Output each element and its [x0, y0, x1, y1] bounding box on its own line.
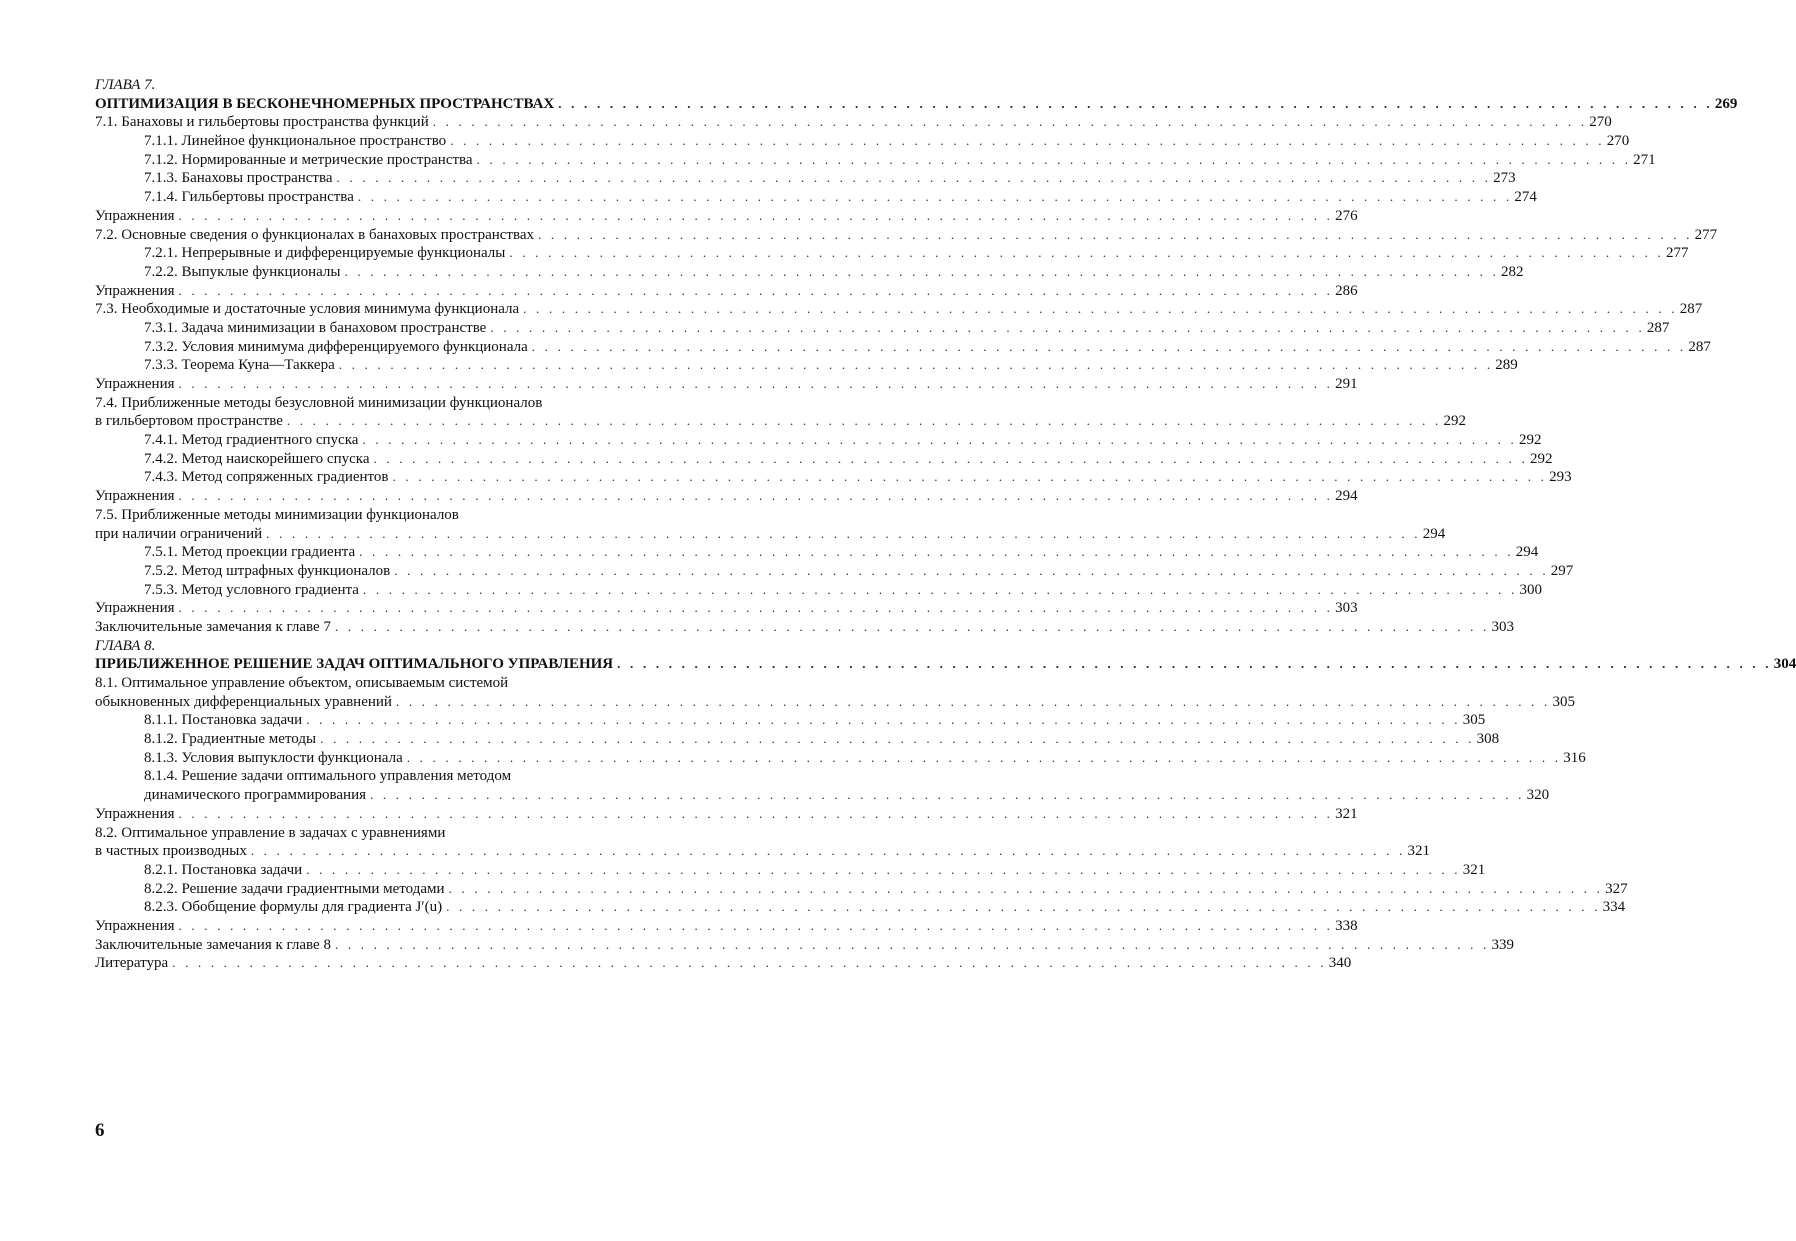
toc-entry-title: 7.1.3. Банаховы пространства [144, 170, 333, 187]
toc-entry-title: Упражнения [95, 376, 175, 392]
dot-leader: . . . . . . . . . . . . . . . . . . . . . . . . . . . . . . . . . . . . . . . . . . . . . . . . . . . . . . . . . . . . . . . . . . . . . . . . . . . . . . . . . . . . . . . . . . [172, 955, 1327, 971]
dot-leader: . . . . . . . . . . . . . . . . . . . . . . . . . . . . . . . . . . . . . . . . . . . . . . . . . . . . . . . . . . . . . . . . . . . . . . . . . . . . . . . . . . . . . . . . . . [306, 712, 1461, 728]
toc-entry [95, 338, 1711, 357]
dot-leader: . . . . . . . . . . . . . . . . . . . . . . . . . . . . . . . . . . . . . . . . . . . . . . . . . . . . . . . . . . . . . . . . . . . . . . . . . . . . . . . . . . . . . . . . . . [490, 319, 1645, 335]
toc-page-number: 304 [1773, 656, 1796, 673]
toc-entry [95, 226, 1718, 245]
dot-leader: . . . . . . . . . . . . . . . . . . . . . . . . . . . . . . . . . . . . . . . . . . . . . . . . . . . . . . . . . . . . . . . . . . . . . . . . . . . . . . . . . . . . . . . . . . [178, 600, 1334, 616]
toc-entry-title: 7.3.2. Условия минимума дифференцируемого функционала [144, 338, 528, 355]
toc-entry [95, 861, 1486, 880]
dot-leader: . . . . . . . . . . . . . . . . . . . . . . . . . . . . . . . . . . . . . . . . . . . . . . . . . . . . . . . . . . . . . . . . . . . . . . . . . . . . . . . . . . . . . . . . . . [178, 488, 1334, 504]
dot-leader: . . . . . . . . . . . . . . . . . . . . . . . . . . . . . . . . . . . . . . . . . . . . . . . . . . . . . . . . . . . . . . . . . . . . . . . . . . . . . . . . . . . . . . . . . . [334, 618, 1490, 634]
toc-page-number: 274 [1514, 189, 1537, 206]
toc-entry-line: 7.5. Приближенные методы минимизации функционалов [95, 506, 459, 523]
toc-entry [95, 936, 1515, 955]
toc-entry-title: в гильбертовом пространстве [95, 413, 283, 430]
toc-entry [95, 880, 1628, 899]
table-of-contents [95, 76, 1796, 973]
dot-leader: . . . . . . . . . . . . . . . . . . . . . . . . . . . . . . . . . . . . . . . . . . . . . . . . . . . . . . . . . . . . . . . . . . . . . . . . . . . . . . . . . . . . . . . . . . [392, 469, 1548, 485]
toc-entry-title: 8.2.1. Постановка задачи [144, 861, 303, 878]
toc-entry [95, 113, 1612, 132]
toc-entry-title: 7.2. Основные сведения о функционалах в банаховых пространствах [95, 226, 535, 243]
dot-leader: . . . . . . . . . . . . . . . . . . . . . . . . . . . . . . . . . . . . . . . . . . . . . . . . . . . . . . . . . . . . . . . . . . . . . . . . . . . . . . . . . . . . . . . . . . [250, 843, 1406, 859]
dot-leader: . . . . . . . . . . . . . . . . . . . . . . . . . . . . . . . . . . . . . . . . . . . . . . . . . . . . . . . . . . . . . . . . . . . . . . . . . . . . . . . . . . . . . . . . . . [406, 749, 1562, 765]
toc-page-number: 293 [1549, 469, 1572, 486]
toc-entry-title: 7.5.3. Метод условного градиента [144, 581, 359, 598]
toc-entry [95, 431, 1542, 450]
toc-page-number: 303 [1491, 618, 1515, 635]
toc-page-number: 273 [1493, 170, 1516, 187]
toc-entry-title: Упражнения [95, 282, 175, 299]
toc-entry-title: 7.2.2. Выпуклые функционалы [144, 263, 341, 280]
toc-page-number: 276 [1335, 207, 1358, 224]
dot-leader: . . . . . . . . . . . . . . . . . . . . . . . . . . . . . . . . . . . . . . . . . . . . . . . . . . . . . . . . . . . . . . . . . . . . . . . . . . . . . . . . . . . . . . . . . . [286, 413, 1442, 429]
toc-entry [95, 842, 1430, 861]
dot-leader: . . . . . . . . . . . . . . . . . . . . . . . . . . . . . . . . . . . . . . . . . . . . . . . . . . . . . . . . . . . . . . . . . . . . . . . . . . . . . . . . . . . . . . . . . . [334, 936, 1490, 952]
dot-leader: . . . . . . . . . . . . . . . . . . . . . . . . . . . . . . . . . . . . . . . . . . . . . . . . . . . . . . . . . . . . . . . . . . . . . . . . . . . . . . . . . . . . . . . . . . [320, 731, 1475, 747]
dot-leader: . . . . . . . . . . . . . . . . . . . . . . . . . . . . . . . . . . . . . . . . . . . . . . . . . . . . . . . . . . . . . . . . . . . . . . . . . . . . . . . . . . . . . . . . . . [306, 861, 1461, 877]
toc-entry-title: Заключительные замечания к главе 8 [95, 936, 331, 953]
toc-entry [95, 749, 1586, 768]
toc-entry-title: Упражнения [95, 488, 175, 505]
dot-leader: . . . . . . . . . . . . . . . . . . . . . . . . . . . . . . . . . . . . . . . . . . . . . . . . . . . . . . . . . . . . . . . . . . . . . . . . . . . . . . . . . . . . . . . . . . [446, 899, 1601, 915]
toc-entry [95, 711, 1486, 730]
toc-entry [95, 132, 1630, 151]
toc-entry-title: 7.4.1. Метод градиентного спуска [144, 432, 359, 449]
toc-page-number: 292 [1519, 432, 1542, 449]
toc-entry-title: 7.5.1. Метод проекции градиента [144, 544, 356, 561]
toc-page-number: 269 [1714, 95, 1738, 112]
toc-entry [95, 581, 1542, 600]
toc-entry [95, 282, 1358, 301]
toc-entry [95, 599, 1358, 618]
toc-entry [95, 207, 1358, 226]
toc-entry [95, 543, 1539, 562]
toc-page-number: 294 [1335, 488, 1358, 505]
toc-entry-line: 7.4. Приближенные методы безусловной минимизации функционалов [95, 394, 543, 411]
dot-leader: . . . . . . . . . . . . . . . . . . . . . . . . . . . . . . . . . . . . . . . . . . . . . . . . . . . . . . . . . . . . . . . . . . . . . . . . . . . . . . . . . . . . . . . . . . [178, 376, 1334, 391]
toc-entry-title: 7.4.2. Метод наискорейшего спуска [144, 450, 370, 467]
toc-entry-line: 8.1.4. Решение задачи оптимального управления методом [144, 768, 512, 785]
toc-entry-title: 7.3.3. Теорема Куна—Таккера [144, 357, 335, 374]
toc-page-number: 270 [1589, 114, 1612, 131]
toc-entry-title: Заключительные замечания к главе 7 [95, 618, 331, 635]
toc-entry [95, 375, 1358, 394]
toc-page-number: 294 [1422, 525, 1446, 542]
dot-leader: . . . . . . . . . . . . . . . . . . . . . . . . . . . . . . . . . . . . . . . . . . . . . . . . . . . . . . . . . . . . . . . . . . . . . . . . . . . . . . . . . . . . . . . . . . [509, 245, 1664, 261]
toc-entry-title: 7.1.2. Нормированные и метрические пространства [144, 151, 473, 168]
toc-entry-title: ПРИБЛИЖЕННОЕ РЕШЕНИЕ ЗАДАЧ ОПТИМАЛЬНОГО УПРАВЛЕНИЯ [95, 656, 614, 673]
toc-entry [95, 693, 1576, 712]
toc-entry [95, 730, 1500, 749]
toc-page-number: 334 [1602, 899, 1626, 916]
toc-entry-title: 8.2.3. Обобщение формулы для градиента J′(u) [144, 899, 443, 916]
toc-entry-title: 7.1. Банаховы и гильбертовы пространства функций [95, 114, 429, 131]
toc-entry-title: Упражнения [95, 917, 175, 934]
dot-leader: . . . . . . . . . . . . . . . . . . . . . . . . . . . . . . . . . . . . . . . . . . . . . . . . . . . . . . . . . . . . . . . . . . . . . . . . . . . . . . . . . . . . . . . . . . [531, 338, 1687, 354]
toc-entry-title: 8.2.2. Решение задачи градиентными методами [144, 880, 445, 897]
toc-page-number: 292 [1443, 413, 1466, 430]
toc-page-number: 308 [1476, 731, 1500, 748]
toc-entry [95, 151, 1656, 170]
toc-page-number: 292 [1530, 450, 1553, 467]
dot-leader: . . . . . . . . . . . . . . . . . . . . . . . . . . . . . . . . . . . . . . . . . . . . . . . . . . . . . . . . . . . . . . . . . . . . . . . . . . . . . . . . . . . . . . . . . . [338, 357, 1494, 373]
dot-leader: . . . . . . . . . . . . . . . . . . . . . . . . . . . . . . . . . . . . . . . . . . . . . . . . . . . . . . . . . . . . . . . . . . . . . . . . . . . . . . . . . . . . . . . . . . [448, 880, 1604, 896]
dot-leader: . . . . . . . . . . . . . . . . . . . . . . . . . . . . . . . . . . . . . . . . . . . . . . . . . . . . . . . . . . . . . . . . . . . . . . . . . . . . . . . . . . . . . . . . . . [266, 525, 1421, 541]
toc-entry-title: 7.3.1. Задача минимизации в банаховом пространстве [144, 319, 487, 336]
toc-page-number: 320 [1526, 787, 1550, 804]
dot-leader: . . . . . . . . . . . . . . . . . . . . . . . . . . . . . . . . . . . . . . . . . . . . . . . . . . . . . . . . . . . . . . . . . . . . . . . . . . . . . . . . . . . . . . . . . . [523, 301, 1678, 317]
toc-entry-title: при наличии ограничений [95, 525, 263, 542]
toc-page-number: 321 [1407, 843, 1430, 860]
toc-entry-title: обыкновенных дифференциальных уравнений [95, 693, 392, 710]
dot-leader: . . . . . . . . . . . . . . . . . . . . . . . . . . . . . . . . . . . . . . . . . . . . . . . . . . . . . . . . . . . . . . . . . . . . . . . . . . . . . . . . . . . . . . . . . . [362, 432, 1517, 448]
toc-entry [95, 244, 1689, 263]
toc-page-number: 321 [1335, 805, 1358, 822]
toc-page-number: 277 [1665, 245, 1689, 262]
toc-entry [95, 786, 1550, 805]
toc-page-number: 321 [1462, 861, 1486, 878]
toc-entry [95, 412, 1466, 431]
toc-page-number: 316 [1563, 749, 1586, 766]
toc-entry-title: 7.5.2. Метод штрафных функционалов [144, 562, 391, 579]
toc-entry [95, 450, 1553, 469]
dot-leader: . . . . . . . . . . . . . . . . . . . . . . . . . . . . . . . . . . . . . . . . . . . . . . . . . . . . . . . . . . . . . . . . . . . . . . . . . . . . . . . . . . . . . . . . . . [362, 581, 1518, 597]
toc-entry [95, 954, 1352, 973]
toc-entry-title: 7.2.1. Непрерывные и дифференцируемые функционалы [144, 245, 506, 262]
toc-entry [95, 525, 1446, 544]
toc-page-number: 286 [1335, 282, 1358, 299]
toc-entry-title: Литература [95, 955, 169, 972]
chapter-title-entry [95, 95, 1738, 114]
toc-page-number: 282 [1501, 263, 1524, 280]
dot-leader: . . . . . . . . . . . . . . . . . . . . . . . . . . . . . . . . . . . . . . . . . . . . . . . . . . . . . . . . . . . . . . . . . . . . . . . . . . . . . . . . . . . . . . . . . . [357, 189, 1513, 205]
toc-page-number: 340 [1328, 955, 1352, 972]
dot-leader: . . . . . . . . . . . . . . . . . . . . . . . . . . . . . . . . . . . . . . . . . . . . . . . . . . . . . . . . . . . . . . . . . . . . . . . . . . . . . . . . . . . . . . . . . . [178, 805, 1334, 821]
dot-leader: . . . . . . . . . . . . . . . . . . . . . . . . . . . . . . . . . . . . . . . . . . . . . . . . . . . . . . . . . . . . . . . . . . . . . . . . . . . . . . . . . . . . . . . . . . [394, 562, 1549, 578]
toc-entry-title: Упражнения [95, 600, 175, 617]
toc-page-number: 287 [1679, 301, 1703, 318]
toc-page-number: 277 [1694, 226, 1718, 243]
dot-leader: . . . . . . . . . . . . . . . . . . . . . . . . . . . . . . . . . . . . . . . . . . . . . . . . . . . . . . . . . . . . . . . . . . . . . . . . . . . . . . . . . . . . . . . . . . [178, 917, 1334, 933]
toc-entry-title: Упражнения [95, 805, 175, 822]
toc-entry-title: 7.1.4. Гильбертовы пространства [144, 189, 354, 206]
toc-entry [95, 263, 1524, 282]
toc-page-number: 270 [1606, 133, 1630, 150]
dot-leader: . . . . . . . . . . . . . . . . . . . . . . . . . . . . . . . . . . . . . . . . . . . . . . . . . . . . . . . . . . . . . . . . . . . . . . . . . . . . . . . . . . . . . . . . . . [359, 544, 1514, 560]
toc-entry [95, 562, 1574, 581]
toc-page-number: 339 [1491, 936, 1515, 953]
toc-page-number: 291 [1335, 376, 1358, 392]
toc-entry [95, 917, 1358, 936]
toc-entry [95, 898, 1626, 917]
toc-entry [95, 468, 1572, 487]
toc-entry [95, 169, 1516, 188]
toc-entry-line: 8.2. Оптимальное управление в задачах с уравнениями [95, 824, 446, 841]
toc-page-number: 327 [1605, 880, 1628, 897]
toc-entry-title: в частных производных [95, 843, 247, 860]
toc-page-number: 294 [1515, 544, 1539, 561]
dot-leader: . . . . . . . . . . . . . . . . . . . . . . . . . . . . . . . . . . . . . . . . . . . . . . . . . . . . . . . . . . . . . . . . . . . . . . . . . . . . . . . . . . . . . . . . . . [476, 151, 1632, 167]
dot-leader: . . . . . . . . . . . . . . . . . . . . . . . . . . . . . . . . . . . . . . . . . . . . . . . . . . . . . . . . . . . . . . . . . . . . . . . . . . . . . . . . . . . . . . . . . . [538, 226, 1693, 242]
toc-page-number: 287 [1688, 338, 1711, 355]
dot-leader: . . . . . . . . . . . . . . . . . . . . . . . . . . . . . . . . . . . . . . . . . . . . . . . . . . . . . . . . . . . . . . . . . . . . . . . . . . . . . . . . . . . . . . . . . . [395, 693, 1551, 709]
toc-page-number: 297 [1550, 562, 1574, 579]
toc-page-number: 305 [1462, 712, 1486, 729]
dot-leader: . . . . . . . . . . . . . . . . . . . . . . . . . . . . . . . . . . . . . . . . . . . . . . . . . . . . . . . . . . . . . . . . . . . . . . . . . . . . . . . . . . . . . . . . . . [336, 170, 1492, 186]
toc-entry-title: 7.1.1. Линейное функциональное пространство [144, 133, 447, 150]
chapter-title-entry [95, 655, 1796, 674]
toc-entry-title: динамического программирования [144, 787, 366, 804]
toc-entry-title: 7.4.3. Метод сопряженных градиентов [144, 469, 389, 486]
toc-page-number: 287 [1646, 319, 1670, 336]
toc-entry-title: 7.3. Необходимые и достаточные условия минимума функционала [95, 301, 520, 318]
toc-entry [95, 487, 1358, 506]
page-number: 6 [95, 1120, 105, 1141]
dot-leader: . . . . . . . . . . . . . . . . . . . . . . . . . . . . . . . . . . . . . . . . . . . . . . . . . . . . . . . . . . . . . . . . . . . . . . . . . . . . . . . . . . . . . . . . . . [373, 450, 1529, 466]
dot-leader: . . . . . . . . . . . . . . . . . . . . . . . . . . . . . . . . . . . . . . . . . . . . . . . . . . . . . . . . . . . . . . . . . . . . . . . . . . . . . . . . . . . . . . . . . . [370, 787, 1525, 803]
toc-entry [95, 618, 1515, 637]
toc-page-number: 305 [1552, 693, 1576, 710]
toc-entry [95, 805, 1358, 824]
toc-page-number: 289 [1495, 357, 1518, 374]
toc-page-number: 338 [1335, 917, 1358, 934]
dot-leader: . . . . . . . . . . . . . . . . . . . . . . . . . . . . . . . . . . . . . . . . . . . . . . . . . . . . . . . . . . . . . . . . . . . . . . . . . . . . . . . . . . . . . . . . . . [558, 95, 1713, 111]
dot-leader: . . . . . . . . . . . . . . . . . . . . . . . . . . . . . . . . . . . . . . . . . . . . . . . . . . . . . . . . . . . . . . . . . . . . . . . . . . . . . . . . . . . . . . . . . . [178, 282, 1334, 298]
dot-leader: . . . . . . . . . . . . . . . . . . . . . . . . . . . . . . . . . . . . . . . . . . . . . . . . . . . . . . . . . . . . . . . . . . . . . . . . . . . . . . . . . . . . . . . . . . [344, 263, 1500, 279]
toc-entry [95, 356, 1518, 375]
dot-leader: . . . . . . . . . . . . . . . . . . . . . . . . . . . . . . . . . . . . . . . . . . . . . . . . . . . . . . . . . . . . . . . . . . . . . . . . . . . . . . . . . . . . . . . . . . [617, 656, 1772, 672]
toc-entry-title: Упражнения [95, 207, 175, 224]
toc-page-number: 303 [1335, 600, 1358, 617]
toc-page-number: 300 [1519, 581, 1542, 598]
toc-entry-title: 8.1.3. Условия выпуклости функционала [144, 749, 403, 766]
dot-leader: . . . . . . . . . . . . . . . . . . . . . . . . . . . . . . . . . . . . . . . . . . . . . . . . . . . . . . . . . . . . . . . . . . . . . . . . . . . . . . . . . . . . . . . . . . [178, 207, 1334, 223]
toc-entry [95, 300, 1703, 319]
dot-leader: . . . . . . . . . . . . . . . . . . . . . . . . . . . . . . . . . . . . . . . . . . . . . . . . . . . . . . . . . . . . . . . . . . . . . . . . . . . . . . . . . . . . . . . . . . [432, 114, 1588, 130]
dot-leader: . . . . . . . . . . . . . . . . . . . . . . . . . . . . . . . . . . . . . . . . . . . . . . . . . . . . . . . . . . . . . . . . . . . . . . . . . . . . . . . . . . . . . . . . . . [450, 133, 1605, 149]
toc-page-number: 271 [1633, 151, 1656, 168]
chapter-label: ГЛАВА 8. [95, 637, 156, 654]
toc-entry [95, 319, 1670, 338]
toc-entry-title: 8.1.1. Постановка задачи [144, 712, 303, 729]
chapter-label: ГЛАВА 7. [95, 77, 156, 93]
toc-entry-line: 8.1. Оптимальное управление объектом, описываемым системой [95, 675, 509, 691]
toc-entry [95, 188, 1537, 207]
toc-entry-title: ОПТИМИЗАЦИЯ В БЕСКОНЕЧНОМЕРНЫХ ПРОСТРАНСТВАХ [95, 95, 555, 112]
toc-entry-title: 8.1.2. Градиентные методы [144, 731, 317, 748]
